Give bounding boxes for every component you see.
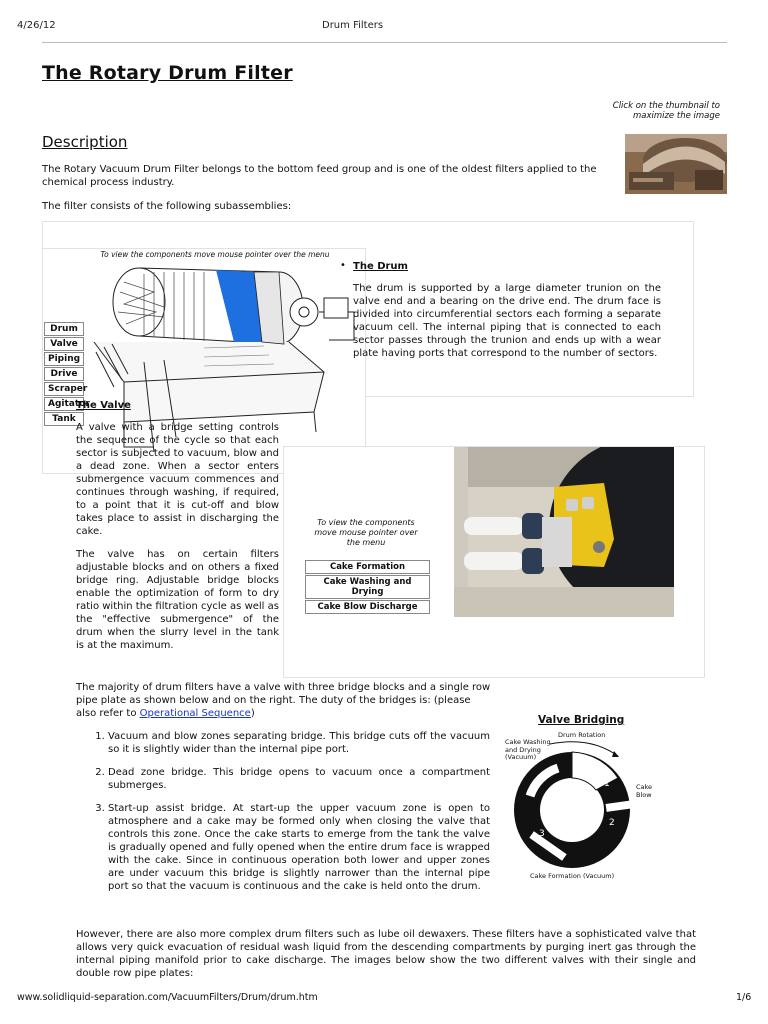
valve-heading: The Valve: [76, 400, 131, 411]
menu1-hint: To view the components move mouse pointer over the menu: [100, 250, 330, 259]
diagram-rotation-label: Drum Rotation: [558, 731, 606, 739]
footer-page-number: 1/6: [736, 992, 752, 1003]
diagram-blow-label: Cake Blow: [636, 783, 653, 799]
diagram-bridge-3: 3: [539, 829, 545, 839]
bridge-duty-list: [92, 730, 490, 903]
valve-adjustable-blocks: The valve has on certain filters adjustable blocks and on others a fixed bridge ring. Adjustable bridge blocks enable the optimization of form to dry ratio within the filtration cycle as well as the "effective submergence" of the drum when the slurry level in the tank is at the maximum.: [76, 549, 279, 651]
thumbnail-hint: Click on the thumbnail to maximize the image: [612, 101, 720, 121]
menu-item-cake-washing[interactable]: Cake Washing and Drying: [305, 575, 430, 599]
footer-url: www.solidliquid-separation.com/VacuumFilters/Drum/drum.htm: [17, 992, 318, 1003]
menu-item-drive[interactable]: Drive: [44, 367, 84, 381]
drum-thumbnail-image: [625, 134, 727, 194]
print-page-title: Drum Filters: [322, 20, 384, 31]
bridge-item-1: 1. Vacuum and blow zones separating bridge. This bridge cuts off the vacuum so it is slightly wider than the internal pipe port.: [108, 730, 490, 756]
drum-heading: The Drum: [353, 261, 408, 272]
valve-photo: [454, 447, 674, 617]
bridges-intro-text: The majority of drum filters have a valve with three bridge blocks and a single row pipe plate as shown below and on the right. The duty of the bridges is: (please also refer to: [76, 682, 491, 719]
page-title: The Rotary Drum Filter: [42, 62, 293, 84]
drum-thumbnail[interactable]: [625, 134, 727, 194]
bridge-item-2: 2. Dead zone bridge. This bridge opens to vacuum once a compartment submerges.: [108, 766, 490, 792]
bridges-intro: [76, 681, 493, 720]
drum-bullet: •: [340, 260, 346, 271]
menu-item-cake-formation[interactable]: Cake Formation: [305, 560, 430, 574]
menu-item-drum[interactable]: Drum: [44, 322, 84, 336]
print-date: 4/26/12: [17, 20, 56, 31]
valve-description: A valve with a bridge setting controls the sequence of the cycle so that each sector is subjected to vacuum, blow and a dead zone. When a sector enters submergence vacuum commences and continues through washing, if required, to a point that it is cut-off and blow takes place to assist in discharging the cake.: [76, 422, 279, 537]
diagram-washing-label: Cake Washing and Drying (Vacuum): [505, 738, 551, 761]
menu-item-agitator[interactable]: Agitator: [44, 397, 84, 411]
menu-item-cake-blow[interactable]: Cake Blow Discharge: [305, 600, 430, 614]
diagram-formation-label: Cake Formation (Vacuum): [530, 872, 615, 880]
menu-item-valve[interactable]: Valve: [44, 337, 84, 351]
header-divider: [42, 42, 727, 43]
bridge-item-3: 3. Start-up assist bridge. At start-up the upper vacuum zone is open to atmosphere and a cake may be formed only when closing the valve that controls this zone. Once the cake starts to emerge from the tank the valve is gradually opened and fully opened when the entire drum face is wrapped with the cake. Since in continuous operation both lower and upper zones are under vacuum this bridge is slightly narrower than the internal pipe port so that the vacuum is continuous and the cake is held onto the drum.: [108, 802, 490, 893]
diagram-bridge-2: 2: [609, 818, 615, 828]
menu-item-piping[interactable]: Piping: [44, 352, 84, 366]
valve-bridging-wheel: [510, 738, 640, 873]
menu2-hint: To view the components move mouse pointer over the menu: [314, 518, 418, 547]
valve-bridging-diagram: [500, 712, 660, 887]
drum-description: The drum is supported by a large diameter trunion on the valve end and a bearing on the drive end. The drum face is divided into circumferential sectors each forming a separate vacuum cell. The internal piping that is connected to each sector passes through the trunion and ends up with a wear plate having ports that correspond to the number of sectors.: [353, 283, 661, 359]
bridges-intro-end: ): [250, 708, 255, 719]
menu-item-scraper[interactable]: Scraper: [44, 382, 84, 396]
subassemblies-intro: The filter consists of the following subassemblies:: [42, 201, 292, 212]
menu-item-tank[interactable]: Tank: [44, 412, 84, 426]
valve-photo-image: [454, 447, 674, 617]
cake-stage-menu: [305, 560, 430, 615]
diagram-bridge-1: 1: [604, 779, 610, 789]
closing-paragraph: However, there are also more complex drum filters such as lube oil dewaxers. These filters have a sophisticated valve that allows very quick evacuation of residual wash liquid from the descending compartments by purging inert gas through the internal piping manifold prior to cake discharge. The images below show the two different valves with their single and double row pipe plates:: [76, 929, 696, 979]
intro-paragraph: The Rotary Vacuum Drum Filter belongs to the bottom feed group and is one of the oldest filters applied to the chemical process industry.: [42, 164, 597, 188]
description-heading: Description: [42, 133, 128, 151]
diagram-title: Valve Bridging: [538, 714, 625, 726]
operational-sequence-link[interactable]: Operational Sequence: [139, 708, 251, 719]
